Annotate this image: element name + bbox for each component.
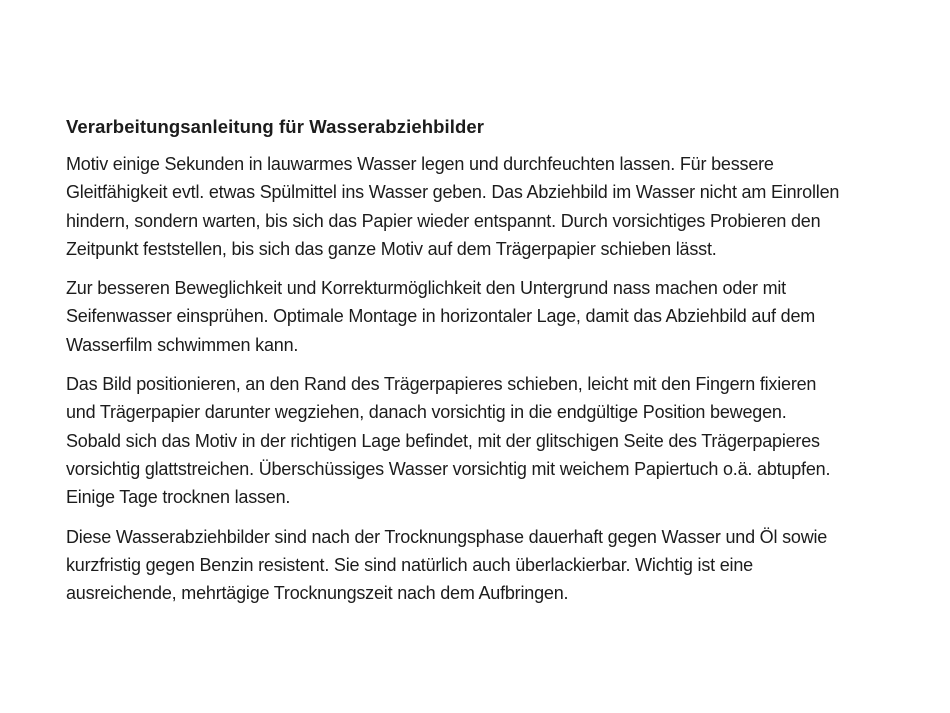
paragraph-surface-prep <box>66 274 890 359</box>
paragraph-line: Sobald sich das Motiv in der richtigen Lage befindet, mit der glitschigen Seite des Trägerpapieres <box>66 430 820 451</box>
paragraph-line: Seifenwasser einsprühen. Optimale Montage in horizontaler Lage, damit das Abziehbild auf dem <box>66 306 816 327</box>
paragraph-line: Zeitpunkt feststellen, bis sich das ganze Motiv auf dem Trägerpapier schieben lässt. <box>66 238 717 259</box>
paragraph-line: Motiv einige Sekunden in lauwarmes Wasser legen und durchfeuchten lassen. Für bessere <box>66 154 774 174</box>
paragraph-line: und Trägerpapier darunter wegziehen, danach vorsichtig in die endgültige Position bewegen. <box>66 402 787 423</box>
paragraph-line: hindern, sondern warten, bis sich das Papier wieder entspannt. Durch vorsichtiges Probieren den <box>66 210 821 231</box>
paragraph-line: Gleitfähigkeit evtl. etwas Spülmittel ins Wasser geben. Das Abziehbild im Wasser nicht am Einrollen <box>66 182 840 203</box>
document-title: Verarbeitungsanleitung für Wasserabziehbilder <box>66 116 485 137</box>
paragraph-durability <box>66 523 890 608</box>
paragraph-line: Das Bild positionieren, an den Rand des Trägerpapieres schieben, leicht mit den Fingern fixieren <box>66 374 817 395</box>
paragraph-line: kurzfristig gegen Benzin resistent. Sie sind natürlich auch überlackierbar. Wichtig ist eine <box>66 554 753 575</box>
paragraph-line: Diese Wasserabziehbilder sind nach der Trocknungsphase dauerhaft gegen Wasser und Öl sowie <box>66 526 828 547</box>
paragraph-line: Einige Tage trocknen lassen. <box>66 487 291 508</box>
paragraph-line: Zur besseren Beweglichkeit und Korrekturmöglichkeit den Untergrund nass machen oder mit <box>66 278 786 299</box>
paragraph-line: Wasserfilm schwimmen kann. <box>66 334 299 355</box>
paragraph-line: vorsichtig glattstreichen. Überschüssiges Wasser vorsichtig mit weichem Papiertuch o.ä. abtupfen. <box>66 458 831 479</box>
paragraph-line: ausreichende, mehrtägige Trocknungszeit nach dem Aufbringen. <box>66 583 569 604</box>
paragraph-positioning <box>66 370 890 511</box>
paragraph-soaking <box>66 150 890 263</box>
